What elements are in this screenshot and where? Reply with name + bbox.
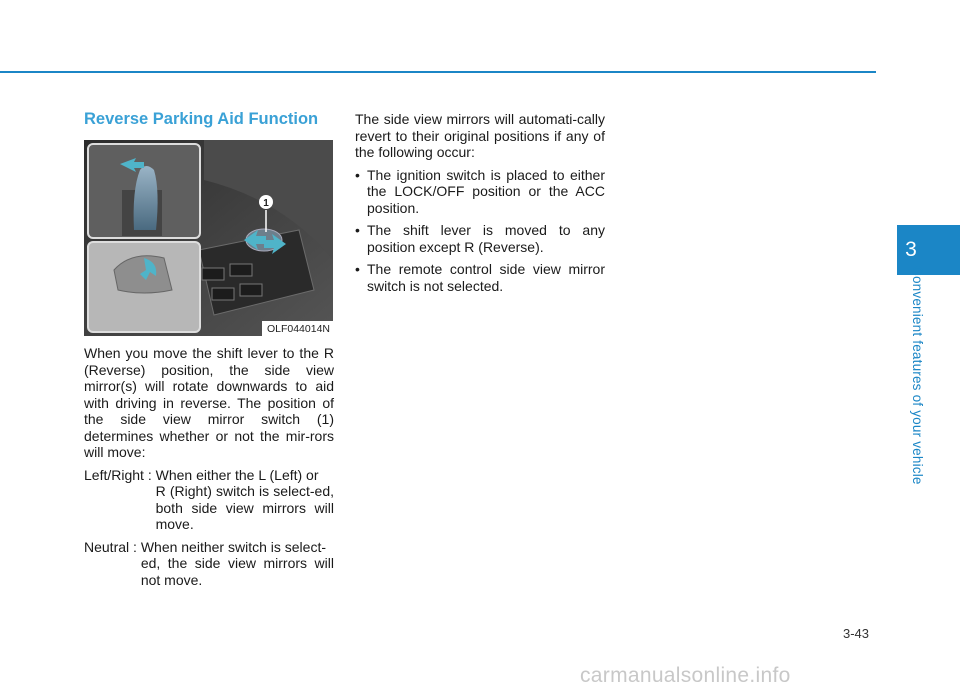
chapter-tab	[897, 225, 960, 275]
definition-separator: :	[143, 466, 156, 483]
list-item	[355, 261, 605, 294]
definition-first-line: When neither switch is select-	[140, 538, 326, 555]
list-item-text: The shift lever is moved to any position except R (Reverse).	[367, 222, 605, 255]
list-item	[355, 167, 605, 217]
intro-paragraph: When you move the shift lever to the R (Reverse) position, the side view mirror(s) will rotate downwards to aid with driving in reverse. The position of the side view mirror switch (1) determines whether or not the mir-rors will move:	[84, 345, 334, 460]
section-heading: Reverse Parking Aid Function	[84, 110, 319, 128]
list-item-text: The ignition switch is placed to either the LOCK/OFF position or the ACC position.	[367, 166, 605, 216]
condition-list	[355, 167, 605, 295]
definition-continuation: ed, the side view mirrors will not move.	[140, 555, 334, 588]
bullet-icon: •	[355, 166, 360, 183]
definition-neutral	[84, 539, 334, 589]
definition-continuation: R (Right) switch is select-ed, both side view mirrors will move.	[155, 483, 334, 532]
mirror-switch-figure	[84, 140, 333, 336]
definition-term: Left/Right	[84, 466, 144, 483]
bullet-icon: •	[355, 222, 360, 238]
right-column	[355, 111, 605, 300]
definition-first-line: When either the L (Left) or	[155, 466, 319, 483]
window-switch	[240, 284, 262, 296]
page-number: 3-43	[843, 626, 870, 641]
left-column	[84, 345, 334, 594]
definition-term: Neutral	[84, 538, 130, 555]
list-item-text: The remote control side view mirror switch is not selected.	[367, 261, 605, 294]
definition-text	[156, 467, 334, 533]
figure-illustration	[84, 140, 333, 336]
watermark[interactable]: carmanualsonline.info	[580, 664, 791, 687]
revert-intro: The side view mirrors will automati-cally revert to their original positions if any of the following occur:	[355, 111, 605, 160]
header-rule	[0, 71, 876, 73]
window-switch	[212, 288, 234, 300]
definition-text	[141, 539, 334, 589]
window-switch	[230, 264, 252, 276]
chapter-number: 3	[905, 238, 917, 261]
definition-separator: :	[129, 538, 141, 555]
chapter-title: Convenient features of your vehicle	[910, 266, 925, 485]
definition-left-right	[84, 467, 334, 533]
list-item	[355, 222, 605, 255]
callout-number: 1	[263, 198, 269, 209]
window-switch	[202, 268, 224, 280]
figure-caption: OLF044014N	[262, 321, 333, 336]
bullet-icon: •	[355, 261, 360, 277]
